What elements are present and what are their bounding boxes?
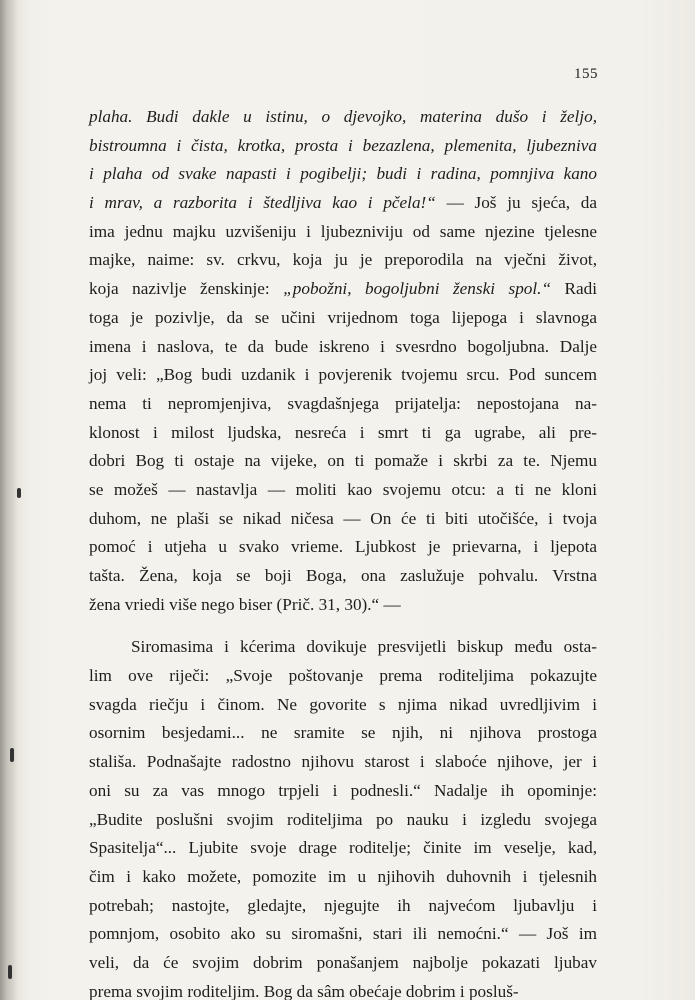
text-run: Spasitelja“... Ljubite svoje drage roditelje; činite im veselje, kad, (89, 838, 597, 858)
body-text (89, 103, 597, 1000)
text-line (89, 591, 597, 620)
text-line (89, 419, 597, 448)
text-run: „Budite poslušni svojim roditeljima po nauku i izgledu svojega (89, 809, 597, 829)
text-line (89, 633, 597, 662)
text-run: lim ove riječi: „Svoje poštovanje prema roditeljima pokazujte (89, 666, 597, 686)
text-line (89, 160, 597, 189)
text-run: nema ti nepromjenjiva, svagdašnjega prijatelja: nepostojana na- (89, 393, 597, 413)
text-run: potrebah; nastojte, gledajte, njegujte ih najvećom ljubavlju i (89, 895, 597, 915)
italic-text: i mrav, a razborita i štedljiva kao i pčela!“ (89, 193, 436, 213)
text-run: čim i kako možete, pomozite im u njihovih duhovnih i tjelesnih (89, 866, 597, 886)
text-run: ima jednu majku uzvišeniju i ljubezniviju od same njezine tjelesne (89, 221, 597, 241)
paragraph (89, 103, 597, 619)
text-line (89, 691, 597, 720)
text-line (89, 304, 597, 333)
text-run: osornim besjedami... ne sramite se njih, ni njihova prostoga (89, 723, 597, 743)
italic-text: „pobožni, bogoljubni ženski spol.“ (283, 279, 552, 299)
text-run: klonost i milost ljudska, nesreća i smrt ti ga ugrabe, ali pre- (89, 422, 597, 442)
text-line (89, 949, 597, 978)
text-line (89, 719, 597, 748)
text-run: imena i naslova, te da bude iskreno i svesrdno bogoljubna. Dalje (89, 336, 597, 356)
text-run: žena vriedi više nego biser (Prič. 31, 30).“ — (89, 594, 401, 614)
text-line (89, 920, 597, 949)
italic-text: i plaha od svake napasti i pogibelji; budi i radina, pomnjiva kano (89, 164, 597, 184)
text-run: pomnjom, osobito ako su siromašni, stari ili nemoćni.“ — Još im (89, 924, 597, 944)
text-run: koja nazivlje ženskinje: (89, 279, 284, 299)
text-line (89, 562, 597, 591)
text-line (89, 978, 597, 1000)
text-run: dobri Bog ti ostaje na vijeke, on ti pomaže i skrbi za te. Njemu (89, 451, 597, 471)
italic-text: bistroumna i čista, krotka, prosta i bezazlena, plemenita, ljubezniva (89, 135, 597, 155)
text-run: toga je pozivlje, da se učini vrijednom toga lijepoga i slavnoga (89, 307, 597, 327)
text-line (89, 447, 597, 476)
page-binding-shadow (0, 0, 18, 1000)
text-line (89, 246, 597, 275)
text-line (89, 275, 597, 304)
italic-text: plaha. Budi dakle u istinu, o djevojko, materina dušo i željo, (89, 107, 597, 126)
text-line (89, 892, 597, 921)
margin-mark (8, 965, 12, 979)
text-line (89, 132, 597, 161)
text-run: veli, da će svojim dobrim ponašanjem najbolje pokazati ljubav (89, 952, 597, 972)
text-run: prema svojim roditeljim. Bog da sâm obećaje dobrim i posluš- (89, 981, 519, 1000)
text-line (89, 218, 597, 247)
text-run: oni su za vas mnogo trpjeli i podnesli.“ Nadalje ih opominje: (89, 780, 597, 800)
paragraph-gap (89, 619, 597, 633)
text-line (89, 390, 597, 419)
text-run: se možeš — nastavlja — moliti kao svojemu otcu: a ti ne kloni (89, 479, 597, 499)
text-line (89, 748, 597, 777)
text-line (89, 533, 597, 562)
margin-mark (17, 488, 21, 498)
text-line (89, 505, 597, 534)
paragraph (89, 633, 597, 1000)
text-run: tašta. Žena, koja se boji Boga, ona zaslužuje pohvalu. Vrstna (89, 566, 597, 585)
page-number: 155 (574, 66, 598, 82)
text-line (89, 476, 597, 505)
text-line (89, 806, 597, 835)
text-line (89, 333, 597, 362)
text-run: stališa. Podnašajte radostno njihovu starost i slaboće njihove, jer i (89, 752, 597, 772)
text-run: joj veli: „Bog budi uzdanik i povjerenik tvojemu srcu. Pod suncem (89, 365, 597, 385)
text-line (89, 189, 597, 218)
text-run: — Još ju sjeća, da (435, 193, 597, 213)
text-line (89, 777, 597, 806)
text-run: majke, naime: sv. crkvu, koja ju je preporodila na vječni život, (89, 250, 597, 270)
text-run: svagda riečju i činom. Ne govorite s njima nikad uvredljivim i (89, 694, 597, 714)
text-line (89, 834, 597, 863)
text-line (89, 361, 597, 390)
text-line (89, 662, 597, 691)
text-run: Radi (551, 279, 597, 299)
text-run: pomoć i utjeha u svako vrieme. Ljubkost je prievarna, i ljepota (89, 537, 597, 557)
text-line (89, 863, 597, 892)
text-line (89, 103, 597, 132)
margin-mark (10, 748, 14, 762)
text-run: Siromasima i kćerima dovikuje presvijetli biskup među osta- (131, 637, 597, 657)
text-run: duhom, ne plaši se nikad ničesa — On će ti biti utočišće, i tvoja (89, 508, 597, 528)
